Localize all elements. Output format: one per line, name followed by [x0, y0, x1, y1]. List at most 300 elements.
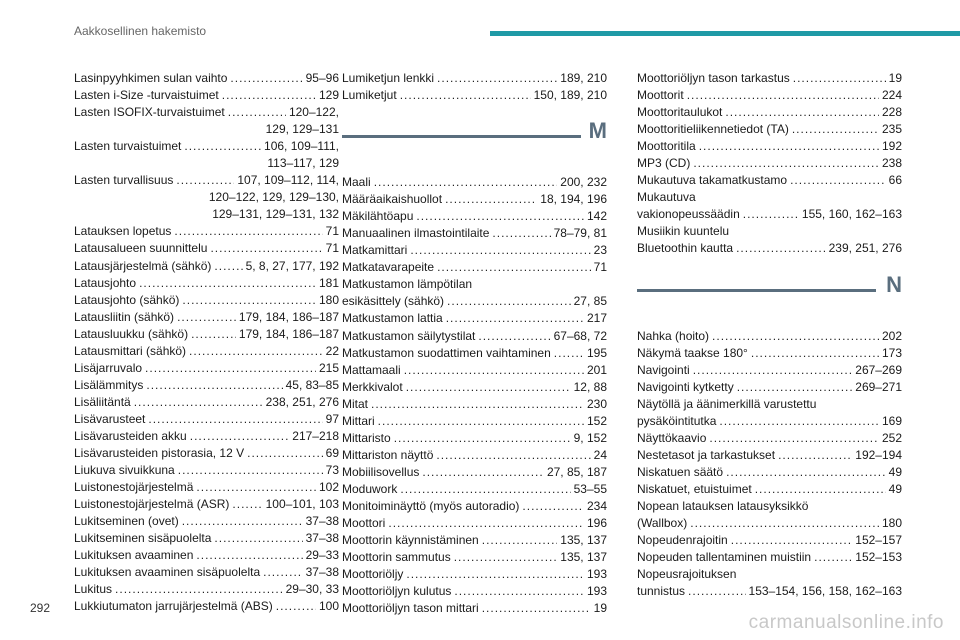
index-entry: [342, 310, 607, 327]
index-entry: [74, 258, 339, 275]
entry-pages: 71: [325, 224, 339, 239]
entry-pages: 129, 129–131: [265, 122, 339, 137]
entry-label: Latausjohto (sähkö): [74, 292, 180, 307]
index-entry: [74, 87, 339, 104]
entry-label: Nestetasot ja tarkastukset: [637, 447, 776, 462]
dot-leader: [737, 379, 853, 396]
entry-pages: 19: [888, 71, 902, 85]
index-entry: [74, 189, 339, 206]
entry-label: Moottoriöljyn kulutus: [342, 584, 452, 599]
index-entry: [74, 445, 339, 462]
dot-leader: [276, 598, 316, 615]
section-letter: N: [886, 271, 902, 297]
entry-pages: 142: [586, 209, 607, 224]
index-entry: [637, 498, 902, 515]
index-entry: [342, 208, 607, 225]
dot-leader: [416, 208, 584, 225]
index-entry: [342, 583, 607, 600]
dot-leader: [196, 547, 302, 564]
entry-label: Nopean latauksen latausyksikkö: [637, 498, 809, 513]
entry-pages: 113–117, 129: [267, 156, 339, 171]
entry-label: Moottorin käynnistäminen: [342, 533, 479, 548]
entry-pages: 29–30, 33: [285, 582, 339, 597]
dot-leader: [478, 328, 550, 345]
entry-label: esikäsittely (sähkö): [342, 294, 445, 309]
index-entry: [637, 515, 902, 532]
dot-leader: [751, 345, 879, 362]
dot-leader: [400, 481, 570, 498]
dot-leader: [374, 174, 558, 191]
entry-label: Määräaikaishuollot: [342, 192, 443, 207]
dot-leader: [210, 240, 322, 257]
index-entry: [74, 581, 339, 598]
dot-leader: [688, 583, 745, 600]
entry-pages: 78–79, 81: [553, 226, 607, 241]
index-entry: [74, 479, 339, 496]
index-entry: [74, 206, 339, 223]
entry-label: Moottori: [342, 516, 386, 531]
dot-leader: [214, 530, 302, 547]
index-entry: [637, 223, 902, 240]
entry-label: Lisävarusteiden pistorasia, 12 V: [74, 446, 245, 461]
dot-leader: [693, 155, 879, 172]
index-entry: [342, 345, 607, 362]
index-entry: [637, 155, 902, 172]
dot-leader: [232, 496, 262, 513]
entry-pages: 71: [593, 260, 607, 275]
entry-pages: 239, 251, 276: [828, 241, 902, 256]
index-entry: [74, 172, 339, 189]
index-entry: [342, 464, 607, 481]
dot-leader: [446, 310, 584, 327]
index-entry: [74, 394, 339, 411]
entry-label: Mattamaali: [342, 362, 401, 377]
entry-pages: 155, 160, 162–163: [801, 207, 902, 222]
entry-label: Mäkilähtöapu: [342, 209, 414, 224]
entry-label: tunnistus: [637, 584, 686, 599]
index-entry: [342, 481, 607, 498]
entry-label: Latausalueen suunnittelu: [74, 241, 208, 256]
dot-leader: [139, 275, 316, 292]
entry-label: Latausjohto: [74, 275, 137, 290]
entry-pages: 202: [881, 328, 902, 343]
entry-label: Lasten turvallisuus: [74, 173, 174, 188]
entry-pages: 217: [586, 311, 607, 326]
index-entry: [342, 379, 607, 396]
entry-pages: 49: [888, 464, 902, 479]
entry-pages: 45, 83–85: [285, 377, 339, 392]
index-entry: [637, 104, 902, 121]
dot-leader: [482, 532, 558, 549]
entry-label: Nopeusrajoituksen: [637, 567, 737, 582]
index-entry: [74, 138, 339, 155]
dot-leader: [437, 259, 591, 276]
index-entry: [342, 70, 607, 87]
dot-leader: [174, 223, 322, 240]
entry-label: Moottoritila: [637, 139, 696, 154]
index-entry: [637, 532, 902, 549]
index-entry: [74, 343, 339, 360]
entry-label: Mittaristo: [342, 430, 391, 445]
index-entry: [74, 121, 339, 138]
entry-label: Lukituksen avaaminen sisäpuolelta: [74, 565, 261, 580]
dot-leader: [247, 445, 323, 462]
dot-leader: [182, 513, 303, 530]
index-entry: [74, 462, 339, 479]
entry-label: Näkymä taakse 180°: [637, 345, 748, 360]
entry-pages: 73: [325, 463, 339, 478]
dot-leader: [145, 360, 316, 377]
entry-pages: 107, 109–112, 114,: [237, 173, 339, 188]
dot-leader: [406, 566, 584, 583]
entry-label: Musiikin kuuntelu: [637, 224, 730, 239]
entry-label: Liukuva sivuikkuna: [74, 463, 175, 478]
entry-pages: 37–38: [305, 531, 339, 546]
entry-label: Latauksen lopetus: [74, 224, 172, 239]
entry-label: Niskatuet, etuistuimet: [637, 481, 752, 496]
dot-leader: [184, 138, 261, 155]
entry-pages: 181: [318, 275, 339, 290]
index-entry: [74, 598, 339, 615]
entry-label: Mobiilisovellus: [342, 464, 420, 479]
entry-pages: 69: [325, 446, 339, 461]
entry-pages: 215: [318, 360, 339, 375]
entry-label: Lasten ISOFIX-turvaistuimet: [74, 105, 225, 120]
index-entry: [74, 309, 339, 326]
index-entry: [74, 326, 339, 343]
entry-label: Lukituksen avaaminen: [74, 548, 194, 563]
entry-label: Navigointi kytketty: [637, 379, 734, 394]
index-entry: [74, 104, 339, 121]
dot-leader: [719, 413, 879, 430]
index-entry: [74, 530, 339, 547]
dot-leader: [522, 498, 584, 515]
index-entry: [637, 87, 902, 104]
page-number: 292: [30, 601, 51, 615]
entry-label: Matkustamon lattia: [342, 311, 443, 326]
entry-pages: 192–194: [855, 447, 902, 462]
index-entry: [342, 87, 607, 104]
dot-leader: [436, 447, 590, 464]
entry-pages: 267–269: [855, 362, 902, 377]
dot-leader: [189, 343, 323, 360]
index-entry: [74, 70, 339, 87]
index-entry: [342, 430, 607, 447]
section-rule: [342, 135, 581, 138]
index-entry: [342, 259, 607, 276]
index-entry: [637, 362, 902, 379]
index-entry: [342, 174, 607, 191]
entry-pages: 23: [593, 243, 607, 258]
index-entry: [342, 276, 607, 293]
entry-pages: 19: [593, 601, 607, 616]
entry-label: Niskatuen säätö: [637, 464, 724, 479]
index-entry: [74, 496, 339, 513]
dot-leader: [196, 479, 316, 496]
entry-pages: 129: [318, 88, 339, 103]
dot-leader: [482, 600, 591, 617]
index-entry: [342, 396, 607, 413]
entry-pages: 235: [881, 122, 902, 137]
entry-label: Lukitseminen sisäpuolelta: [74, 531, 212, 546]
dot-leader: [134, 394, 263, 411]
index-entry: [342, 498, 607, 515]
entry-pages: 150, 189, 210: [533, 88, 607, 103]
index-entry: [74, 513, 339, 530]
dot-leader: [371, 396, 584, 413]
entry-label: Lukitseminen (ovet): [74, 514, 179, 529]
entry-pages: 120–122,: [288, 105, 339, 120]
entry-pages: 71: [325, 241, 339, 256]
section-rule: [637, 289, 876, 292]
index-entry: [637, 396, 902, 413]
index-entry: [342, 242, 607, 259]
index-entry: [342, 600, 607, 617]
entry-label: Mukautuva: [637, 190, 696, 205]
dot-leader: [731, 532, 853, 549]
entry-label: Lumiketjun lenkki: [342, 71, 435, 85]
entry-label: Navigointi: [637, 362, 690, 377]
dot-leader: [191, 326, 236, 343]
index-entry: [637, 345, 902, 362]
entry-label: MP3 (CD): [637, 156, 691, 171]
dot-leader: [743, 206, 799, 223]
entry-pages: 135, 137: [560, 533, 607, 548]
entry-label: Latausjärjestelmä (sähkö): [74, 258, 212, 273]
entry-label: Latausmittari (sähkö): [74, 343, 187, 358]
entry-label: pysäköintitutka: [637, 413, 717, 428]
dot-leader: [378, 413, 584, 430]
index-entry: [342, 413, 607, 430]
entry-label: vakionopeussäädin: [637, 207, 740, 222]
index-entry: [637, 430, 902, 447]
entry-pages: 153–154, 156, 158, 162–163: [748, 584, 902, 599]
entry-pages: 152–153: [855, 550, 902, 565]
entry-pages: 179, 184, 186–187: [238, 309, 339, 324]
entry-pages: 173: [881, 345, 902, 360]
dot-leader: [437, 70, 557, 87]
index-column-3: [637, 70, 902, 600]
index-column-1: [74, 70, 339, 616]
entry-pages: 66: [888, 173, 902, 188]
entry-label: Nahka (hoito): [637, 328, 710, 343]
dot-leader: [410, 242, 590, 259]
entry-label: Moottoritaulukot: [637, 105, 723, 120]
index-entry: [637, 240, 902, 257]
dot-leader: [214, 258, 242, 275]
entry-pages: 129–131, 129–131, 132: [212, 207, 339, 222]
entry-label: Luistonestojärjestelmä: [74, 480, 194, 495]
entry-label: Maali: [342, 175, 371, 190]
dot-leader: [699, 138, 879, 155]
index-entry: [342, 225, 607, 242]
entry-label: Mitat: [342, 396, 369, 411]
entry-pages: 18, 194, 196: [540, 192, 607, 207]
entry-label: Moottoriöljyn tason mittari: [342, 601, 479, 616]
entry-label: Bluetoothin kautta: [637, 241, 734, 256]
entry-label: Lasten turvaistuimet: [74, 139, 182, 154]
dot-leader: [146, 377, 282, 394]
entry-pages: 200, 232: [560, 175, 607, 190]
entry-pages: 27, 85: [573, 294, 607, 309]
dot-leader: [725, 104, 879, 121]
entry-label: Moduwork: [342, 481, 398, 496]
index-entry: [637, 447, 902, 464]
entry-label: Nopeuden tallentaminen muistiin: [637, 550, 812, 565]
entry-pages: 97: [325, 411, 339, 426]
dot-leader: [690, 515, 879, 532]
dot-leader: [454, 583, 584, 600]
dot-leader: [726, 464, 886, 481]
index-column-2: [342, 70, 607, 617]
dot-leader: [176, 172, 234, 189]
entry-pages: 37–38: [305, 565, 339, 580]
entry-pages: 180: [318, 292, 339, 307]
entry-label: Lasinpyyhkimen sulan vaihto: [74, 71, 228, 85]
dot-leader: [687, 87, 879, 104]
entry-pages: 5, 8, 27, 177, 192: [245, 258, 339, 273]
entry-label: Lukkiutumaton jarrujärjestelmä (ABS): [74, 599, 273, 614]
entry-label: Nopeudenrajoitin: [637, 533, 728, 548]
entry-pages: 179, 184, 186–187: [238, 326, 339, 341]
entry-label: Matkustamon säilytystilat: [342, 328, 476, 343]
dot-leader: [445, 191, 537, 208]
dot-leader: [554, 345, 584, 362]
dot-leader: [230, 70, 302, 87]
entry-pages: 230: [586, 396, 607, 411]
header-title: Aakkosellinen hakemisto: [74, 24, 207, 38]
entry-pages: 29–33: [305, 548, 339, 563]
index-entry: [637, 189, 902, 206]
dot-leader: [454, 549, 558, 566]
index-entry: [637, 413, 902, 430]
entry-pages: 102: [318, 480, 339, 495]
entry-pages: 24: [593, 447, 607, 462]
dot-leader: [400, 87, 531, 104]
index-entry: [342, 328, 607, 345]
entry-label: Näyttökaavio: [637, 430, 707, 445]
index-entry: [342, 447, 607, 464]
entry-label: Lisälämmitys: [74, 377, 144, 392]
entry-pages: 195: [586, 345, 607, 360]
dot-leader: [778, 447, 852, 464]
index-entry: [637, 379, 902, 396]
entry-label: Matkatavarapeite: [342, 260, 435, 275]
index-entry: [74, 547, 339, 564]
entry-pages: 12, 88: [573, 379, 607, 394]
dot-leader: [492, 225, 550, 242]
entry-pages: 193: [586, 567, 607, 582]
index-entry: [74, 564, 339, 581]
index-entry: [342, 515, 607, 532]
entry-label: Lisäliitäntä: [74, 394, 131, 409]
entry-pages: 252: [881, 430, 902, 445]
dot-leader: [404, 362, 584, 379]
dot-leader: [792, 121, 879, 138]
entry-pages: 269–271: [855, 379, 902, 394]
entry-label: Lasten i-Size -turvaistuimet: [74, 88, 219, 103]
entry-label: Matkustamon lämpötilan: [342, 277, 473, 292]
index-entry: [342, 191, 607, 208]
index-entry: [637, 583, 902, 600]
entry-pages: 95–96: [305, 71, 339, 85]
section-letter: M: [588, 118, 607, 144]
dot-leader: [178, 462, 323, 479]
entry-pages: 196: [586, 516, 607, 531]
entry-label: (Wallbox): [637, 516, 688, 531]
entry-label: Lumiketjut: [342, 88, 397, 103]
entry-label: Luistonestojärjestelmä (ASR): [74, 497, 230, 512]
section-header: [637, 271, 902, 322]
entry-pages: 27, 85, 187: [546, 464, 607, 479]
entry-pages: 106, 109–111,: [264, 139, 339, 154]
index-entry: [342, 566, 607, 583]
entry-label: Moottoriöljyn tason tarkastus: [637, 71, 790, 85]
entry-pages: 9, 152: [573, 430, 607, 445]
index-entry: [637, 549, 902, 566]
index-entry: [637, 121, 902, 138]
index-entry: [74, 377, 339, 394]
index-entry: [342, 532, 607, 549]
index-entry: [342, 362, 607, 379]
index-entry: [342, 293, 607, 310]
entry-pages: 234: [586, 498, 607, 513]
entry-label: Lisäjarruvalo: [74, 360, 143, 375]
index-entry: [637, 481, 902, 498]
index-entry: [637, 206, 902, 223]
entry-pages: 100–101, 103: [265, 497, 339, 512]
entry-label: Moottorit: [637, 88, 684, 103]
dot-leader: [406, 379, 571, 396]
entry-label: Mittari: [342, 413, 375, 428]
dot-leader: [712, 328, 879, 345]
index-entry: [74, 428, 339, 445]
dot-leader: [793, 70, 886, 87]
entry-pages: 193: [586, 584, 607, 599]
dot-leader: [422, 464, 544, 481]
entry-pages: 152: [586, 413, 607, 428]
index-entry: [637, 464, 902, 481]
entry-label: Lisävarusteiden akku: [74, 428, 187, 443]
entry-label: Mukautuva takamatkustamo: [637, 173, 788, 188]
dot-leader: [190, 428, 290, 445]
entry-pages: 180: [881, 516, 902, 531]
index-entry: [637, 138, 902, 155]
entry-pages: 37–38: [305, 514, 339, 529]
entry-label: Matkustamon suodattimen vaihtaminen: [342, 345, 551, 360]
entry-pages: 100: [318, 599, 339, 614]
dot-leader: [394, 430, 571, 447]
section-header: [342, 118, 607, 168]
dot-leader: [222, 87, 316, 104]
dot-leader: [148, 411, 322, 428]
index-entry: [74, 411, 339, 428]
dot-leader: [814, 549, 852, 566]
entry-pages: 67–68, 72: [553, 328, 607, 343]
entry-label: Moottorin sammutus: [342, 550, 451, 565]
entry-pages: 169: [881, 413, 902, 428]
index-entry: [637, 70, 902, 87]
index-entry: [637, 328, 902, 345]
entry-label: Lukitus: [74, 582, 113, 597]
entry-pages: 228: [881, 105, 902, 120]
watermark: carmanualsonline.info: [748, 612, 944, 633]
dot-leader: [228, 104, 286, 121]
entry-pages: 238, 251, 276: [265, 394, 339, 409]
entry-pages: 22: [325, 343, 339, 358]
index-entry: [342, 549, 607, 566]
dot-leader: [447, 293, 571, 310]
